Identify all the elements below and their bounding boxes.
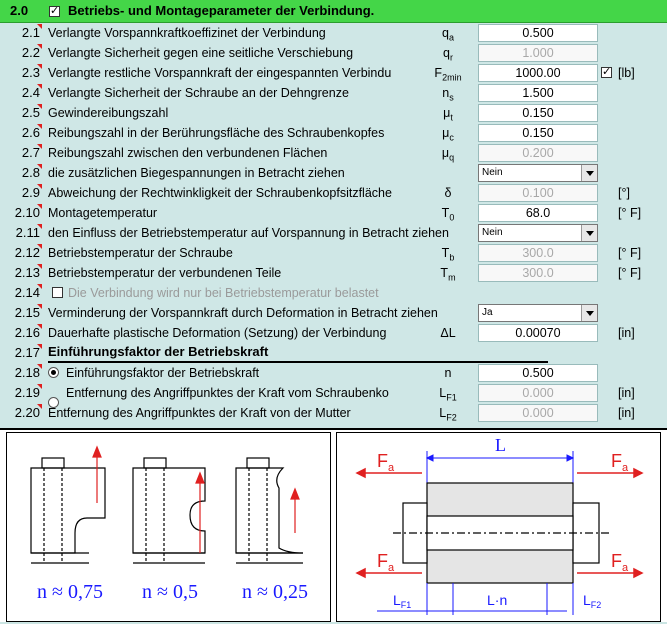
- param-unit: [°]: [618, 186, 630, 200]
- comment-marker[interactable]: [37, 364, 42, 369]
- joint-sketch-2: [133, 458, 205, 563]
- n-label-3: n ≈ 0,25: [242, 581, 308, 603]
- param-row-2-4: [0, 83, 667, 103]
- option-dropdown[interactable]: [478, 304, 598, 322]
- force-label-tl: $F_a$: [377, 451, 395, 474]
- param-value-input[interactable]: 0.500: [478, 24, 598, 42]
- param-row-2-19: [0, 383, 667, 403]
- row-number: 2.6: [21, 125, 40, 140]
- joint-sketch-1: [31, 458, 105, 563]
- load-factor-diagram: [7, 433, 330, 621]
- comment-marker[interactable]: [37, 184, 42, 189]
- option-dropdown[interactable]: [478, 224, 598, 242]
- param-label: Abweichung der Rechtwinkligkeit der Schraubenkopfsitzfläche: [48, 186, 392, 200]
- dropdown-value: Ja: [482, 307, 493, 318]
- param-label: den Einfluss der Betriebstemperatur auf Vorspannung in Betracht ziehen: [48, 226, 449, 240]
- force-label-tr: $F_a$: [611, 451, 629, 474]
- param-row-2-7: [0, 143, 667, 163]
- force-label-bl: $F_a$: [377, 551, 395, 574]
- comment-marker[interactable]: [37, 204, 42, 209]
- operating-temp-checkbox[interactable]: [52, 287, 63, 298]
- comment-marker[interactable]: [37, 24, 42, 29]
- header-number: 2.0: [10, 3, 29, 18]
- row-number: 2.3: [21, 65, 40, 80]
- param-label: Reibungszahl zwischen den verbundenen Flächen: [48, 146, 328, 160]
- param-label: Gewindereibungszahl: [48, 106, 169, 120]
- bolt-joint-panel: [336, 432, 661, 622]
- param-symbol: $T_b$: [441, 246, 455, 263]
- param-unit: [in]: [618, 386, 635, 400]
- header-title: Betriebs- und Montageparameter der Verbindung.: [68, 3, 375, 18]
- row-number: 2.16: [14, 325, 40, 340]
- param-symbol: $L_{F1}$: [439, 386, 457, 403]
- param-symbol: δ: [444, 186, 452, 200]
- param-label: Entfernung des Angriffpunktes der Kraft von der Mutter: [48, 406, 351, 420]
- param-symbol: $T_0$: [441, 206, 455, 223]
- comment-marker[interactable]: [37, 44, 42, 49]
- row-number: 2.13: [14, 265, 40, 280]
- row-number: 2.18: [14, 365, 40, 380]
- param-label: Verlangte Sicherheit gegen eine seitliche Verschiebung: [48, 46, 354, 60]
- comment-marker[interactable]: [37, 264, 42, 269]
- param-row-2-5: [0, 103, 667, 123]
- dim-LF2: $L_{F2}$: [583, 592, 602, 610]
- param-label: Verlangte Sicherheit der Schraube an der Dehngrenze: [48, 86, 349, 100]
- chevron-down-icon[interactable]: [581, 165, 597, 181]
- param-value-input[interactable]: 1000.00: [478, 64, 598, 82]
- param-label: Betriebstemperatur der Schraube: [48, 246, 233, 260]
- param-row-2-13: [0, 263, 667, 283]
- param-label: Die Verbindung wird nur bei Betriebstemperatur belastet: [68, 286, 379, 300]
- param-symbol: $F_{2min}$: [434, 66, 462, 83]
- row-number: 2.19: [14, 385, 40, 400]
- row-number: 2.8: [21, 165, 40, 180]
- subsection-title: Einführungsfaktor der Betriebskraft: [48, 343, 548, 363]
- comment-marker[interactable]: [37, 344, 42, 349]
- load-factor-radio[interactable]: [48, 367, 59, 378]
- param-value-input: 0.200: [478, 144, 598, 162]
- param-label: Dauerhafte plastische Deformation (Setzung) der Verbindung: [48, 326, 387, 340]
- comment-marker[interactable]: [37, 244, 42, 249]
- section-header: [0, 0, 667, 23]
- param-value-input: 0.000: [478, 404, 598, 422]
- param-label: Verlangte restliche Vorspannkraft der eingespannten Verbindu: [48, 66, 392, 80]
- param-row-2-14: [0, 283, 667, 303]
- row-number: 2.20: [14, 405, 40, 420]
- dropdown-value: Nein: [482, 167, 503, 178]
- param-label: Verminderung der Vorspannkraft durch Deformation in Betracht ziehen: [48, 306, 438, 320]
- param-row-2-9: [0, 183, 667, 203]
- n-label-2: n ≈ 0,5: [142, 581, 198, 603]
- param-value-input: 300.0: [478, 244, 598, 262]
- comment-marker[interactable]: [37, 124, 42, 129]
- param-label: Verlangte Vorspannkraftkoeffizinet der Verbindung: [48, 26, 326, 40]
- dim-Ln: L·n: [487, 592, 508, 608]
- header-checkbox[interactable]: [49, 6, 60, 17]
- chevron-down-icon[interactable]: [581, 305, 597, 321]
- param-value-input: 0.100: [478, 184, 598, 202]
- param-value-input: 1.000: [478, 44, 598, 62]
- param-value-input[interactable]: 0.500: [478, 364, 598, 382]
- comment-marker[interactable]: [37, 224, 42, 229]
- dropdown-value: Nein: [482, 227, 503, 238]
- param-symbol: $\mu_t$: [443, 106, 453, 123]
- param-label: Montagetemperatur: [48, 206, 158, 220]
- param-row-2-16: [0, 323, 667, 343]
- param-value-input[interactable]: 0.150: [478, 124, 598, 142]
- row-number: 2.11: [15, 225, 40, 240]
- comment-marker[interactable]: [37, 84, 42, 89]
- option-dropdown[interactable]: [478, 164, 598, 182]
- force-label-br: $F_a$: [611, 551, 629, 574]
- param-row-2-17: [0, 343, 667, 363]
- param-value-input[interactable]: 68.0: [478, 204, 598, 222]
- param-unit: [in]: [618, 406, 635, 420]
- param-value-input[interactable]: 0.150: [478, 104, 598, 122]
- comment-marker[interactable]: [37, 404, 42, 409]
- param-row-2-3: [0, 63, 667, 83]
- param-symbol: $L_{F2}$: [439, 406, 457, 423]
- figure-area: [0, 428, 667, 622]
- param-symbol: $n_s$: [442, 86, 454, 103]
- comment-marker[interactable]: [37, 284, 42, 289]
- param-symbol: $\mu_c$: [442, 126, 454, 143]
- row-number: 2.14: [14, 285, 40, 300]
- param-value-input: 0.000: [478, 384, 598, 402]
- comment-marker[interactable]: [37, 324, 42, 329]
- n-label-1: n ≈ 0,75: [37, 581, 103, 603]
- bolt-joint-diagram: [337, 433, 660, 621]
- param-row-2-12: [0, 243, 667, 263]
- param-unit: [in]: [618, 326, 635, 340]
- row-number: 2.1: [21, 25, 40, 40]
- param-symbol: $T_m$: [440, 266, 456, 283]
- row-number: 2.17: [14, 345, 40, 360]
- param-label: die zusätzlichen Biegespannungen in Betracht ziehen: [48, 166, 345, 180]
- comment-marker[interactable]: [37, 144, 42, 149]
- param-row-2-11: [0, 223, 667, 243]
- param-symbol: n: [444, 366, 452, 380]
- param-row-2-18: [0, 363, 667, 383]
- row-number: 2.15: [14, 305, 40, 320]
- param-symbol: ΔL: [440, 326, 456, 340]
- comment-marker[interactable]: [37, 384, 42, 389]
- row-number: 2.2: [21, 45, 40, 60]
- param-unit: [° F]: [618, 246, 642, 260]
- row-number: 2.12: [14, 245, 40, 260]
- param-row-2-8: [0, 163, 667, 183]
- param-symbol: $q_a$: [442, 26, 454, 43]
- param-row-2-10: [0, 203, 667, 223]
- comment-marker[interactable]: [37, 304, 42, 309]
- chevron-down-icon[interactable]: [581, 225, 597, 241]
- param-row-2-1: [0, 23, 667, 43]
- row-number: 2.7: [21, 145, 40, 160]
- param-row-2-15: [0, 303, 667, 323]
- param-unit: [° F]: [618, 206, 642, 220]
- param-symbol: $q_r$: [443, 46, 453, 63]
- joint-sketch-3: [236, 458, 303, 563]
- comment-marker[interactable]: [37, 104, 42, 109]
- param-unit: [° F]: [618, 266, 642, 280]
- comment-marker[interactable]: [37, 164, 42, 169]
- dim-LF1: $L_{F1}$: [393, 592, 412, 610]
- row-number: 2.9: [21, 185, 40, 200]
- dim-L: L: [495, 435, 506, 455]
- row-number: 2.5: [21, 105, 40, 120]
- param-value-input[interactable]: 1.500: [478, 84, 598, 102]
- param-label: Betriebstemperatur der verbundenen Teile: [48, 266, 282, 280]
- unit-checkbox[interactable]: [601, 67, 612, 78]
- row-number: 2.4: [21, 85, 40, 100]
- row-number: 2.10: [14, 205, 40, 220]
- param-row-2-20: [0, 403, 667, 423]
- param-row-2-6: [0, 123, 667, 143]
- param-unit: [lb]: [618, 66, 635, 80]
- param-symbol: $\mu_q$: [441, 146, 455, 163]
- param-row-2-2: [0, 43, 667, 63]
- param-value-input[interactable]: 0.00070: [478, 324, 598, 342]
- param-value-input: 300.0: [478, 264, 598, 282]
- param-label: Reibungszahl in der Berührungsfläche des Schraubenkopfes: [48, 126, 385, 140]
- param-label: Einführungsfaktor der Betriebskraft: [66, 366, 260, 380]
- param-label: Entfernung des Angriffpunktes der Kraft vom Schraubenko: [66, 386, 389, 400]
- load-factor-panel: [6, 432, 331, 622]
- comment-marker[interactable]: [37, 64, 42, 69]
